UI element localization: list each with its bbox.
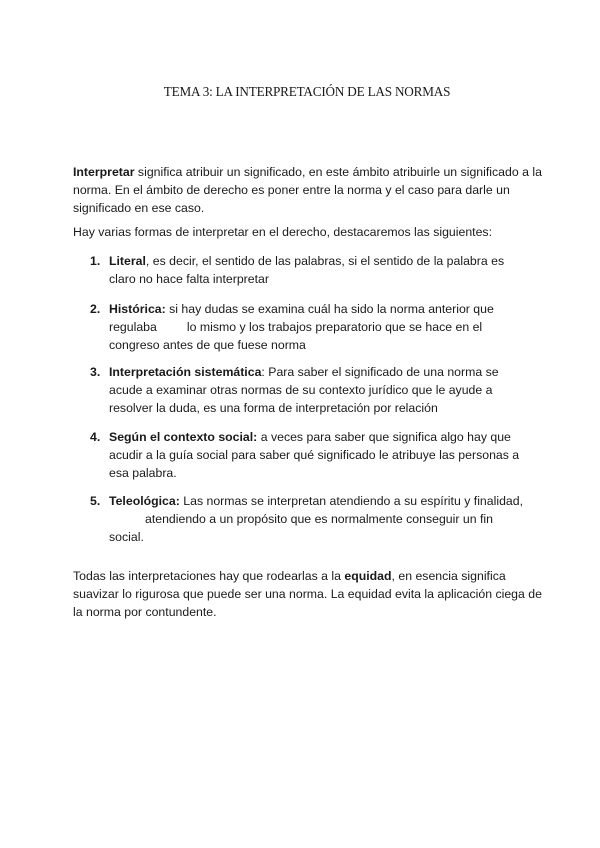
- list-item-term: Literal: [109, 254, 146, 268]
- list-item-literal: [90, 252, 530, 288]
- list-item-term: Histórica:: [109, 302, 166, 316]
- list-item-number: 4.: [90, 430, 101, 444]
- list-item-text-continued: atendiendo a un propósito que es normalmente conseguir un fin social.: [109, 512, 493, 544]
- list-item-text: si hay dudas se examina cuál ha sido la norma anterior que regulaba: [109, 302, 494, 334]
- list-item-historica: [90, 300, 530, 354]
- list-item-term: Según el contexto social:: [109, 430, 258, 444]
- lead-paragraph: Hay varias formas de interpretar en el derecho, destacaremos las siguientes:: [73, 225, 492, 239]
- list-item-sistematica: [90, 363, 530, 417]
- closing-term: equidad: [344, 569, 392, 583]
- list-item-teleologica: [90, 492, 530, 546]
- list-item-text: a veces para saber que significa algo hay que acudir a la guía social para saber qué significado le atribuye las personas a esa palabra.: [109, 430, 520, 480]
- list-item-text-continued: lo mismo y los trabajos preparatorio que se hace en el congreso antes de que fuese norma: [109, 320, 483, 352]
- list-item-text: : Para saber el significado de una norma se acude a examinar otras normas de su contexto jurídico que le ayude a resolver la duda, es una forma de interpretación por relación: [109, 365, 499, 415]
- intro-term: Interpretar: [73, 165, 135, 179]
- closing-paragraph: [73, 567, 543, 621]
- list-item-number: 3.: [90, 365, 101, 379]
- closing-text-continued: , en esencia significa suavizar lo rigurosa que puede ser una norma. La equidad evita la aplicación ciega de la norma por contundente.: [73, 569, 542, 619]
- list-item-number: 2.: [90, 302, 101, 316]
- list-item-number: 1.: [90, 254, 101, 268]
- list-item-contexto-social: [90, 428, 530, 482]
- list-item-number: 5.: [90, 494, 101, 508]
- intro-paragraph: [73, 163, 543, 217]
- page-title: TEMA 3: LA INTERPRETACIÓN DE LAS NORMAS: [163, 84, 451, 99]
- list-item-text: Las normas se interpretan atendiendo a su espíritu y finalidad,: [179, 494, 523, 508]
- list-item-text: , es decir, el sentido de las palabras, si el sentido de la palabra es claro no hace falta interpretar: [109, 254, 505, 286]
- intro-text: significa atribuir un significado, en este ámbito atribuirle un significado a la norma. En el ámbito de derecho es poner entre la norma y el caso para darle un significado en ese caso.: [73, 165, 542, 215]
- list-item-term: Interpretación sistemática: [109, 365, 262, 379]
- closing-text: Todas las interpretaciones hay que rodearlas a la: [73, 569, 345, 583]
- list-item-term: Teleológica:: [109, 494, 180, 508]
